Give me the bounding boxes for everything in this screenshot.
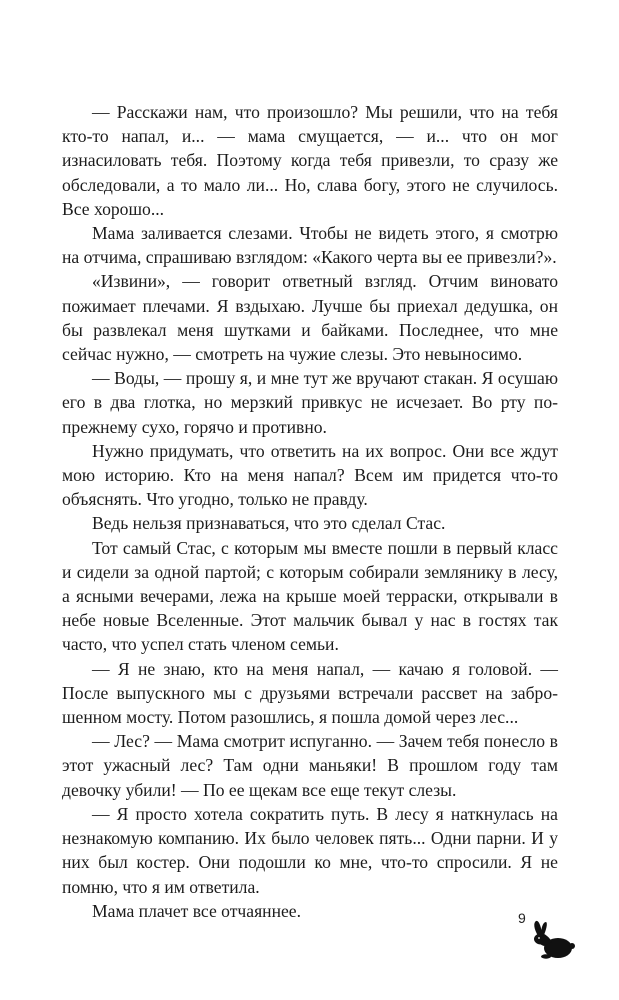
body-text — [62, 100, 558, 923]
paragraph: «Извини», — говорит ответный взгляд. Отчим виновато пожимает плечами. Я вздыхаю. Лучше бы приехал дедушка, он бы развлекал меня шутками и байками. Последнее, что мне сейчас нужно, — смотреть на чужие слезы. Это невыносимо. — [62, 271, 558, 365]
paragraph: Мама заливается слезами. Чтобы не видеть этого, я смотрю на отчима, спрашиваю взглядом: «Какого черта вы ее привезли?». — [62, 223, 558, 268]
paragraph: — Лес? — Мама смотрит испуганно. — Зачем тебя понесло в этот ужасный лес? Там одни маньяки! В прошлом году там девочку убили! — По ее щекам все еще текут слезы. — [62, 731, 558, 800]
page-number: 9 — [518, 910, 526, 926]
rabbit-silhouette — [534, 921, 575, 959]
paragraph: Мама плачет все отчаяннее. — [92, 900, 302, 921]
paragraph: — Воды, — прошу я, и мне тут же вручают стакан. Я осушаю его в два глотка, но мерзкий привкус не исчезает. Во рту по-прежнему сухо, горячо и противно. — [62, 368, 558, 437]
paragraph: Тот самый Стас, с которым мы вместе пошли в первый класс и сидели за одной партой; с которым собирали землянику в лесу, а ясными вечерами, лежа на крыше моей терраски, открывали в небе новые Вселенные. Этот мальчик бывал у нас в гостях так часто, что успел стать членом семьи. — [62, 537, 558, 655]
paragraph: Ведь нельзя признаваться, что это сделал Стас. — [92, 513, 446, 534]
paragraph: — Я не знаю, кто на меня напал, — качаю я головой. — После выпускного мы с друзьями встречали рассвет на заброшенном мосту. Потом разошлись, я пошла домой через лес... — [62, 658, 558, 728]
paragraph: Нужно придумать, что ответить на их вопрос. Они все ждут мою историю. Кто на меня напал? Всем им придется что-то объяснять. Что угодно, только не правду. — [62, 440, 558, 510]
paragraph: — Расскажи нам, что произошло? Мы решили, что на тебя кто-то напал, и... — мама смущается, — и... что он мог изнасиловать тебя. Поэтому когда тебя привезли, то сразу же обследовали, а то мало ли... Но, слава богу, этого не случилось. Все хорошо... — [62, 102, 558, 219]
paragraph: — Я просто хотела сократить путь. В лесу я наткнулась на незнакомую компанию. Их было человек пять... Одни парни. И у них был костер. Они подошли ко мне, что-то спросили. Я не помню, что я им ответила. — [62, 803, 558, 897]
rabbit-icon — [530, 920, 575, 960]
